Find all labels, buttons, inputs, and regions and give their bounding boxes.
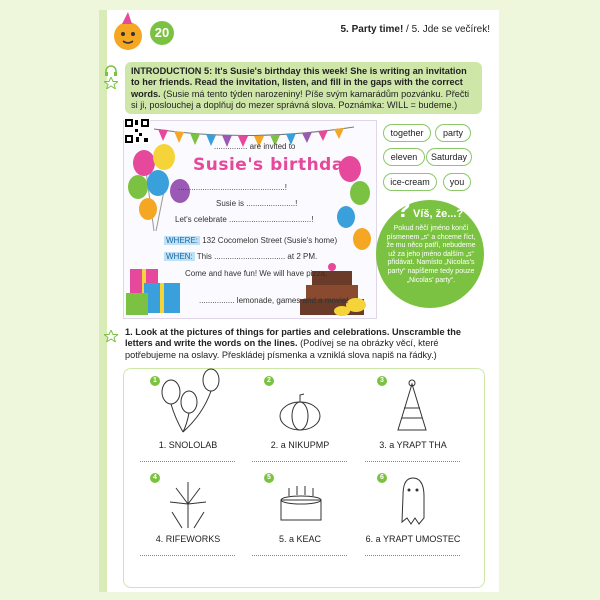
where-label: WHERE: xyxy=(166,236,198,245)
word-party: party xyxy=(435,124,471,142)
intro-title: INTRODUCTION 5: It's Susie's birthday this week! She is writing an invitation to her friends. Read the invitation, listen, and fill in the gaps with the correct words. xyxy=(131,66,467,99)
item-1-answer-line[interactable] xyxy=(140,460,235,462)
invite-where-line xyxy=(164,236,337,245)
item-4-caption: 4. RIFEWORKS xyxy=(155,534,221,544)
item-5-answer-line[interactable] xyxy=(252,554,347,556)
where-value: 132 Cocomelon Street (Susie's home) xyxy=(202,236,338,245)
unit-title: 5. Party time! / 5. Jde se večírek! xyxy=(340,24,490,35)
ghost-costume-icon xyxy=(398,474,428,530)
did-you-know-text: Pokud něčí jméno končí písmenem „s“ a chceme říct, že mu něco patří, nebudeme už za jeho jméno dalším „s“ přidávat. Namísto „Nicolas's party“ napíšeme tedy pouze „Nicolas' party“. xyxy=(386,225,476,284)
invite-line-3: Let's celebrate .....................................! xyxy=(175,215,314,224)
task-1-instructions xyxy=(125,327,482,363)
item-3-answer-line[interactable] xyxy=(365,460,460,462)
item-6-number: 6 xyxy=(377,473,387,483)
item-1-caption: 1. SNOLOLAB xyxy=(158,440,218,450)
when-label: WHEN: xyxy=(166,252,193,261)
did-you-know-title: Víš, že...? xyxy=(413,208,464,220)
invite-line-1: ................................................! xyxy=(178,183,287,192)
fireworks-icon xyxy=(162,478,214,530)
star-icon xyxy=(104,77,118,89)
invite-line-lemonade: ................ lemonade, games and a movie! xyxy=(199,296,349,305)
invite-heading: Susie's birthday xyxy=(193,155,355,175)
item-3-number: 3 xyxy=(377,376,387,386)
intro-text-cz: (Susie má tento týden narozeniny! Píše svým kamarádům pozvánku. Přečti si ji, poslouchej a doplňuj do mezer správná slova. Poznámka: WILL = budeme.) xyxy=(131,88,470,110)
invite-line-2: Susie is ......................! xyxy=(216,199,298,208)
item-3-caption: 3. a YRAPT THA xyxy=(379,440,447,450)
qr-code-icon[interactable] xyxy=(124,118,150,144)
item-6-answer-line[interactable] xyxy=(365,554,460,556)
task-1-text-cz: (Podívej se na obrázky věcí, které potřebujeme na oslavy. Přeskládej písmenka a vzniklá slova napiš na řádky.) xyxy=(125,338,439,360)
item-6-caption: 6. a YRAPT UMOSTEC xyxy=(365,534,461,544)
when-value: This ................................ at 2 PM. xyxy=(196,252,318,261)
balloons-icon xyxy=(153,366,223,434)
item-2-caption: 2. a NIKUPMP xyxy=(270,440,330,450)
party-hat-icon xyxy=(394,378,430,434)
word-together: together xyxy=(383,124,431,142)
birthday-cake-icon xyxy=(277,482,325,526)
intro-instructions xyxy=(125,62,482,114)
party-cat-icon xyxy=(108,12,148,52)
item-2-answer-line[interactable] xyxy=(252,460,347,462)
item-1-number: 1 xyxy=(150,376,160,386)
item-4-answer-line[interactable] xyxy=(140,554,235,556)
item-5-number: 5 xyxy=(264,473,274,483)
item-5-caption: 5. a KEAC xyxy=(278,534,322,544)
page-number: 20 xyxy=(150,21,174,45)
invite-line-invited: ............... are invited to xyxy=(214,142,296,151)
item-4-number: 4 xyxy=(150,473,160,483)
task-1-title: 1. Look at the pictures of things for parties and celebrations. Unscramble the letters and write the words on the lines. xyxy=(125,327,461,349)
headphones-icon xyxy=(104,65,118,77)
item-2-number: 2 xyxy=(264,376,274,386)
word-ice-cream: ice-cream xyxy=(383,173,437,191)
star-icon-task xyxy=(104,330,118,342)
unit-title-en: 5. Party time! xyxy=(340,24,404,35)
word-eleven: eleven xyxy=(383,148,425,166)
word-saturday: Saturday xyxy=(426,148,472,166)
page-edge xyxy=(99,10,107,592)
unit-title-cz: 5. Jde se večírek! xyxy=(411,24,490,35)
invite-line-come: Come and have fun! We will have pizza, xyxy=(185,269,328,278)
word-you: you xyxy=(443,173,471,191)
invite-when-line xyxy=(164,252,317,261)
pumpkin-icon xyxy=(278,392,322,432)
question-mark-icon: ? xyxy=(396,196,411,223)
